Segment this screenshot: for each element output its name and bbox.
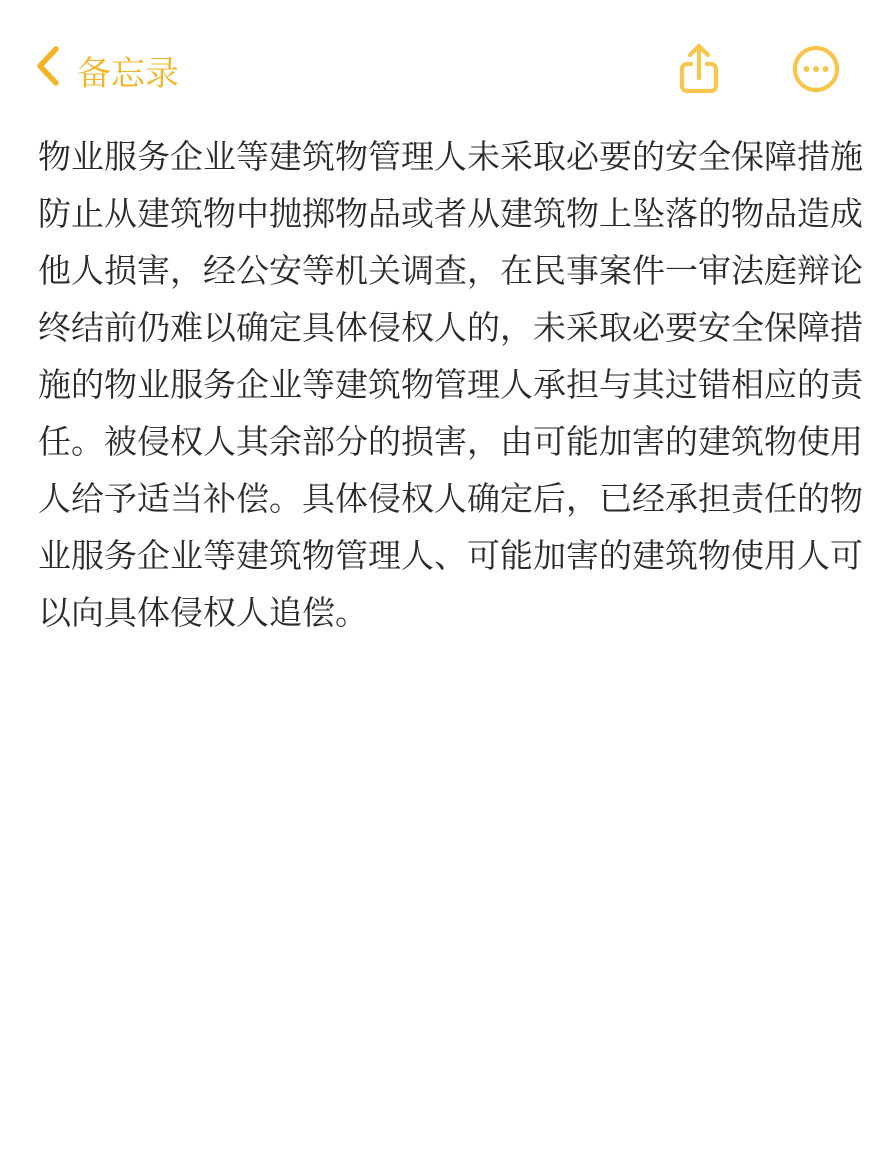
more-button[interactable] (792, 45, 840, 96)
back-button-label: 备忘录 (77, 54, 179, 93)
chevron-left-icon (34, 45, 62, 96)
nav-actions (676, 42, 840, 99)
note-body-text[interactable]: 物业服务企业等建筑物管理人未采取必要的安全保障措施防止从建筑物中抛掷物品或者从建筑物上坠落的物品造成他人损害，经公安等机关调查，在民事案件一审法庭辩论终结前仍难以确定具体侵权人的，未采取必要安全保障措施的物业服务企业等建筑物管理人承担与其过错相应的责任。被侵权人其余部分的损害，由可能加害的建筑物使用人给予适当补偿。具体侵权人确定后，已经承担责任的物业服务企业等建筑物管理人、可能加害的建筑物使用人可以向具体侵权人追偿。 (38, 138, 863, 631)
back-button[interactable] (34, 45, 179, 96)
share-button[interactable] (676, 42, 722, 99)
navigation-bar (0, 0, 880, 96)
ellipsis-circle-icon (792, 45, 840, 96)
share-icon (676, 42, 722, 99)
